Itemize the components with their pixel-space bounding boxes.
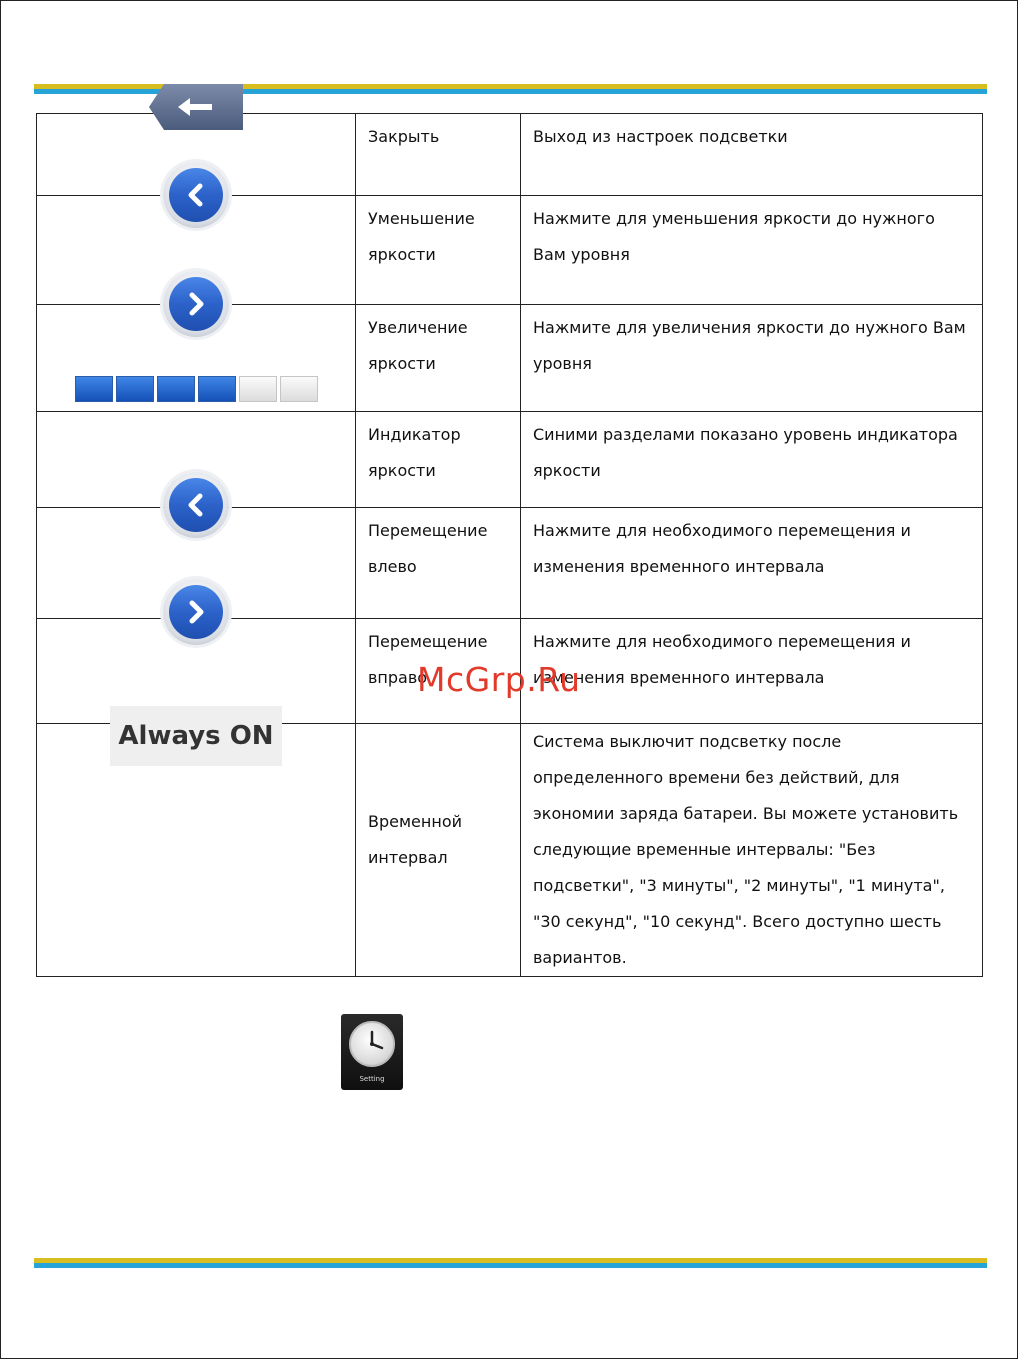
row-description: Выход из настроек подсветки: [521, 114, 983, 196]
row-name: Увеличение яркости: [356, 305, 521, 412]
chevron-right-icon[interactable]: [163, 579, 229, 645]
back-arrow-icon[interactable]: [149, 84, 243, 130]
backlight-settings-table: [36, 113, 983, 977]
row-name: Индикатор яркости: [356, 412, 521, 508]
row-description: Нажмите для необходимого перемещения и изменения временного интервала: [521, 619, 983, 724]
row-description: Нажмите для необходимого перемещения и изменения временного интервала: [521, 508, 983, 619]
brightness-segment-on: [75, 376, 113, 402]
brightness-segment-off: [280, 376, 318, 402]
brightness-segment-off: [239, 376, 277, 402]
row-description: Нажмите для уменьшения яркости до нужного Вам уровня: [521, 196, 983, 305]
icon-cell: [37, 721, 356, 977]
clock-tile-label: Setting: [359, 1075, 385, 1083]
row-name-text: Временной интервал: [368, 812, 462, 867]
row-name: Уменьшение яркости: [356, 196, 521, 305]
bottom-stripe: [34, 1258, 987, 1268]
row-description: Синими разделами показано уровень индикатора яркости: [521, 412, 983, 508]
brightness-segment-on: [198, 376, 236, 402]
row-name: Перемещение влево: [356, 508, 521, 619]
row-description: Система выключит подсветку после определенного времени без действий, для экономии заряда батареи. Вы можете установить следующие временные интервалы: "Без подсветки", "3 минуты", "2 минуты", "1 минута", "30 секунд", "10 секунд". Всего доступно шесть вариантов.: [521, 724, 983, 977]
chevron-left-icon[interactable]: [163, 162, 229, 228]
row-name: Закрыть: [356, 114, 521, 196]
clock-settings-tile[interactable]: [341, 1014, 403, 1090]
chevron-right-icon[interactable]: [163, 271, 229, 337]
row-name: Перемещение вправо: [356, 619, 521, 724]
row-name: [356, 724, 521, 977]
brightness-segment-on: [157, 376, 195, 402]
watermark: McGrp.Ru: [417, 660, 581, 699]
row-description: Нажмите для увеличения яркости до нужного Вам уровня: [521, 305, 983, 412]
chevron-left-icon[interactable]: [163, 472, 229, 538]
always-on-label[interactable]: Always ON: [110, 706, 282, 766]
table-row: [37, 724, 983, 977]
clock-icon: [349, 1021, 395, 1067]
brightness-segment-on: [116, 376, 154, 402]
brightness-level-icon: [75, 376, 318, 402]
